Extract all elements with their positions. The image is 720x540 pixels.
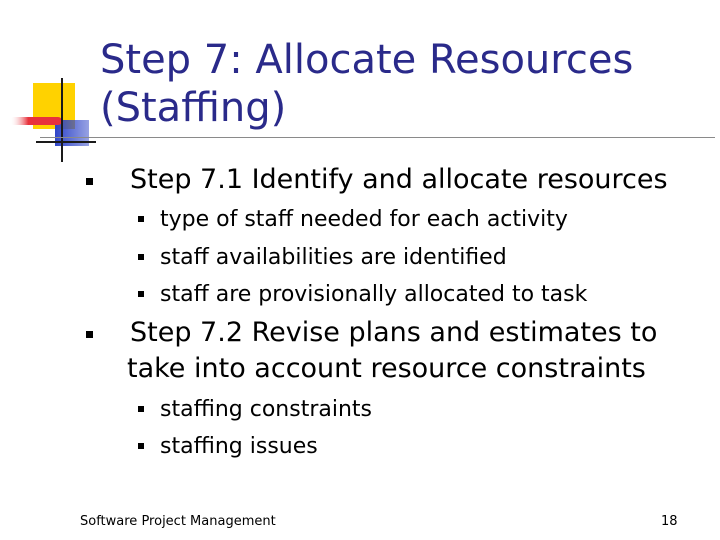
sub-bullet-item: staffing constraints xyxy=(160,397,372,422)
red-bar xyxy=(10,117,62,125)
footer-text: Software Project Management xyxy=(80,514,276,529)
sub-bullet-item: type of staff needed for each activity xyxy=(160,207,568,232)
bullet-marker xyxy=(86,178,93,185)
bullet-marker xyxy=(86,331,93,338)
bullet-step-7-2-line1: Step 7.2 Revise plans and estimates to xyxy=(130,317,658,348)
sub-bullet-marker xyxy=(138,216,144,222)
bullet-step-7-2-line2: take into account resource constraints xyxy=(127,353,646,384)
sub-bullet-item: staffing issues xyxy=(160,434,318,459)
title-divider xyxy=(40,137,715,138)
vertical-line xyxy=(61,78,63,162)
corner-decoration xyxy=(0,0,110,170)
sub-bullet-marker xyxy=(138,443,144,449)
bullet-step-7-1: Step 7.1 Identify and allocate resources xyxy=(130,164,668,195)
sub-bullet-marker xyxy=(138,291,144,297)
sub-bullet-item: staff availabilities are identified xyxy=(160,245,507,270)
slide-title: Step 7: Allocate Resources (Staffing) xyxy=(100,37,634,131)
horizontal-line xyxy=(36,141,96,143)
page-number: 18 xyxy=(661,514,678,529)
sub-bullet-marker xyxy=(138,254,144,260)
sub-bullet-marker xyxy=(138,406,144,412)
sub-bullet-item: staff are provisionally allocated to task xyxy=(160,282,588,307)
